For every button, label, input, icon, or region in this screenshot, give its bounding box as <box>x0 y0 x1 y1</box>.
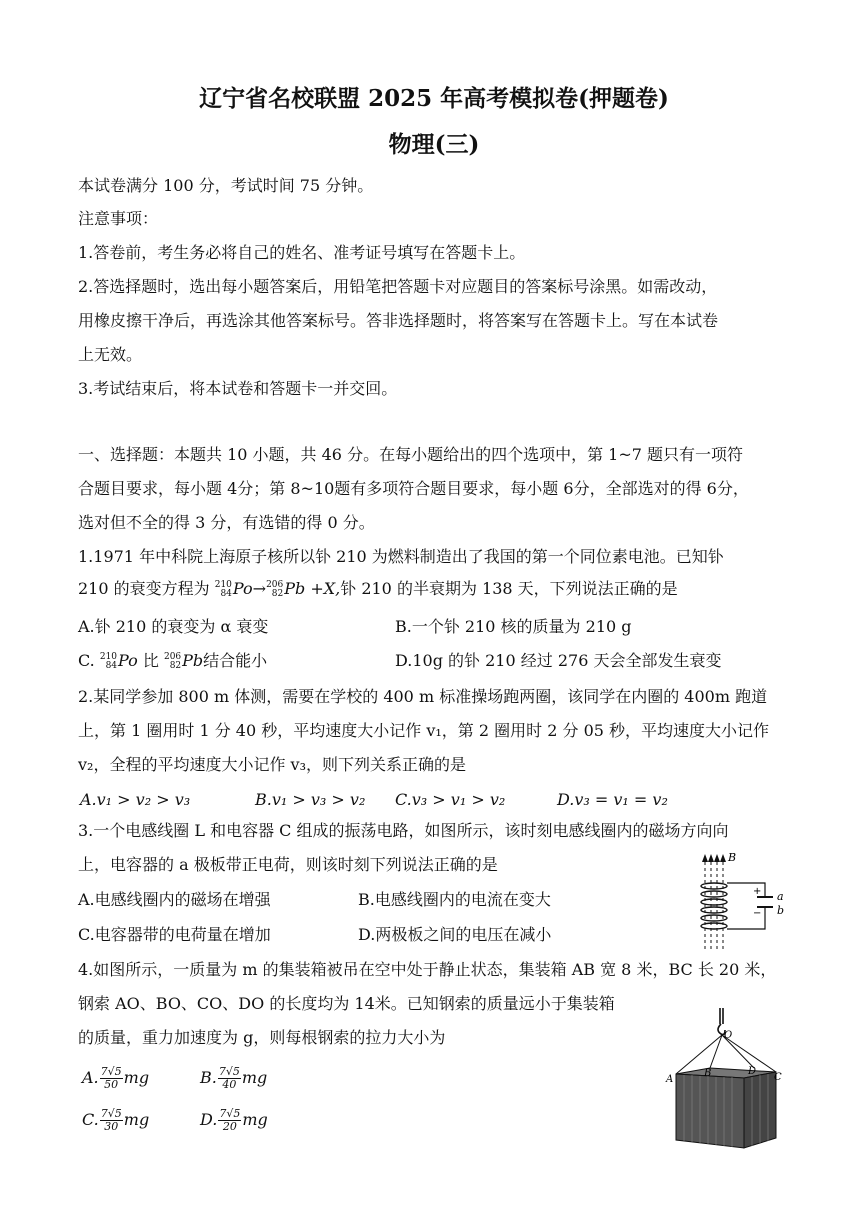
q2-stem-b: 上，第 1 圈用时 1 分 40 秒，平均速度大小记作 v₁，第 2 圈用时 2 分 05 秒，平均速度大小记作 <box>78 721 770 740</box>
q1-option-b: B.一个钋 210 核的质量为 210 g <box>395 617 632 636</box>
q1-option-c-mid: 比 <box>142 651 164 670</box>
q1c-pb-mass: 206 <box>163 651 182 662</box>
q4-option-d-fraction <box>218 1108 241 1133</box>
q1c-pb-symbol: Pb <box>182 651 204 670</box>
plus-sign: + <box>753 886 762 897</box>
q4-option-b-numerator: 7√5 <box>218 1065 240 1078</box>
notice-2c: 上无效。 <box>78 345 143 364</box>
q4-option-d <box>200 1108 268 1133</box>
po-atomic-number: 84 <box>220 588 232 599</box>
q1-option-c-label: C. <box>78 651 100 670</box>
pb-mass-number: 206 <box>266 579 284 590</box>
q1-stem-b <box>78 579 678 599</box>
q4-option-a-letter: A. <box>82 1068 99 1087</box>
point-label-d: D <box>748 1066 757 1077</box>
q4-option-c-denominator: 30 <box>104 1120 119 1133</box>
minus-sign: − <box>753 908 762 919</box>
q3-stem-b: 上，电容器的 a 极板带正电荷，则该时刻下列说法正确的是 <box>78 855 498 874</box>
notice-3: 3.考试结束后，将本试卷和答题卡一并交回。 <box>78 379 398 398</box>
q3-option-b: B.电感线圈内的电流在变大 <box>358 890 551 909</box>
point-label-o: O <box>724 1030 733 1041</box>
q4-option-b-letter: B. <box>200 1068 217 1087</box>
section1-header-c: 选对但不全的得 3 分，有选错的得 0 分。 <box>78 513 375 532</box>
q3-option-a: A.电感线圈内的磁场在增强 <box>78 890 271 909</box>
container-box <box>676 1068 776 1148</box>
q4-stem-b: 钢索 AO、BO、CO、DO 的长度均为 14米。已知钢索的质量远小于集装箱 <box>78 994 615 1013</box>
q4-option-b-fraction <box>218 1066 241 1091</box>
q4-option-a-mg: mg <box>123 1068 150 1087</box>
lc-circuit-figure <box>695 848 795 956</box>
q4-stem-c: 的质量，重力加速度为 g，则每根钢索的拉力大小为 <box>78 1028 446 1047</box>
q4-stem-a: 4.如图所示，一质量为 m 的集装箱被吊在空中处于静止状态，集装箱 AB 宽 8 米，BC 长 20 米， <box>78 960 777 979</box>
capacitor-plates <box>757 897 773 907</box>
q1-stem-b-pre: 210 的衰变方程为 <box>78 579 215 598</box>
q4-option-b-mg: mg <box>241 1068 268 1087</box>
q1-stem-a: 1.1971 年中科院上海原子核所以钋 210 为燃料制造出了我国的第一个同位素电池。已知钋 <box>78 547 724 566</box>
notice-2b: 用橡皮擦干净后，再选涂其他答案标号。答非选择题时，将答案写在答题卡上。写在本试卷 <box>78 311 719 330</box>
decay-arrow: → <box>252 579 267 598</box>
po-symbol: Po <box>232 579 253 598</box>
po-mass-number: 210 <box>214 579 232 590</box>
q1c-po-numbers <box>100 653 117 671</box>
notice-title: 注意事项： <box>78 209 159 228</box>
field-label-b: B <box>728 851 737 864</box>
q4-option-d-letter: D. <box>200 1110 218 1129</box>
notice-1: 1.答卷前，考生务必将自己的姓名、准考证号填写在答题卡上。 <box>78 243 526 262</box>
q1-option-d: D.10g 的钋 210 经过 276 天会全部发生衰变 <box>395 651 722 670</box>
q4-option-a-denominator: 50 <box>104 1078 119 1091</box>
q4-option-a-fraction <box>100 1066 123 1091</box>
q1-option-a: A.钋 210 的衰变为 α 衰变 <box>78 617 269 636</box>
q1c-po-mass: 210 <box>99 651 118 662</box>
exam-subject: 物理(三) <box>388 131 480 158</box>
q3-option-d: D.两极板之间的电压在减小 <box>358 925 552 944</box>
section1-header-a: 一、选择题：本题共 10 小题，共 46 分。在每小题给出的四个选项中，第 1~7 题只有一项符 <box>78 445 744 464</box>
point-label-b: B <box>704 1068 712 1079</box>
q2-stem-a: 2.某同学参加 800 m 体测，需要在学校的 400 m 标准操场跑两圈，该同学在内圈的 400m 跑道 <box>78 687 768 706</box>
section1-header-b: 合题目要求，每小题 4分；第 8~10题有多项符合题目要求，每小题 6分，全部选对的得 6分， <box>78 479 749 498</box>
container-figure <box>660 1008 792 1158</box>
q2-option-d: D.v₃ = v₁ = v₂ <box>557 790 668 809</box>
q4-option-c-numerator: 7√5 <box>100 1107 122 1120</box>
q2-option-c: C.v₃ > v₁ > v₂ <box>395 790 506 809</box>
q1c-po-atomic: 84 <box>105 660 118 671</box>
q1-option-c <box>78 651 267 671</box>
q2-option-b: B.v₁ > v₃ > v₂ <box>255 790 366 809</box>
point-label-a: A <box>666 1074 674 1085</box>
q4-option-c-mg: mg <box>123 1110 150 1129</box>
q1c-pb-atomic: 82 <box>169 660 182 671</box>
q1-option-c-post: 结合能小 <box>203 651 268 670</box>
q4-option-c-fraction <box>100 1108 123 1133</box>
notice-2a: 2.答选择题时，选出每小题答案后，用铅笔把答题卡对应题目的答案标号涂黑。如需改动， <box>78 277 718 296</box>
q4-option-d-numerator: 7√5 <box>219 1107 241 1120</box>
field-arrowheads <box>702 854 726 862</box>
pb-atomic-number: 82 <box>271 588 284 599</box>
q3-stem-a: 3.一个电感线圈 L 和电容器 C 组成的振荡电路，如图所示，该时刻电感线圈内的磁场方向向 <box>78 821 729 840</box>
q4-option-c <box>82 1108 149 1133</box>
point-label-c: C <box>774 1072 782 1083</box>
q2-option-a: A.v₁ > v₂ > v₃ <box>80 790 191 809</box>
po-nuclide-numbers <box>215 581 232 599</box>
q4-option-b <box>200 1066 267 1091</box>
q4-option-c-letter: C. <box>82 1110 99 1129</box>
exam-info: 本试卷满分 100 分，考试时间 75 分钟。 <box>78 176 374 195</box>
plate-label-b: b <box>777 904 785 917</box>
q3-option-c: C.电容器带的电荷量在增加 <box>78 925 271 944</box>
pb-nuclide-numbers <box>266 581 283 599</box>
eq-tail: +X, <box>305 579 341 598</box>
q1c-po-symbol: Po <box>118 651 138 670</box>
q1-stem-b-post: 钋 210 的半衰期为 138 天，下列说法正确的是 <box>340 579 678 598</box>
q4-option-d-mg: mg <box>242 1110 268 1129</box>
plate-label-a: a <box>777 890 784 903</box>
q4-option-a <box>82 1066 149 1091</box>
q1c-pb-numbers <box>164 653 181 671</box>
pb-symbol: Pb <box>284 579 306 598</box>
q4-option-b-denominator: 40 <box>222 1078 237 1091</box>
exam-title: 辽宁省名校联盟 2025 年高考模拟卷(押题卷) <box>199 85 669 112</box>
q4-option-a-numerator: 7√5 <box>100 1065 122 1078</box>
q2-stem-c: v₂，全程的平均速度大小记作 v₃，则下列关系正确的是 <box>78 755 466 774</box>
q4-option-d-denominator: 20 <box>222 1120 237 1133</box>
